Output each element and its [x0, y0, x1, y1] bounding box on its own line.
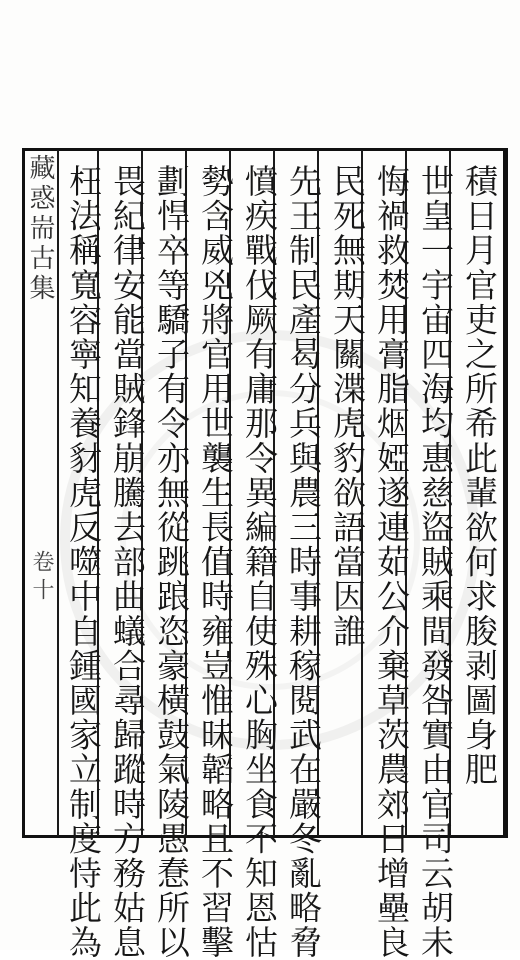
text-column-10: 枉法稱寬容寧知養豺虎反噬中自鍾國家立制度恃此為 [64, 164, 103, 960]
text-column-8: 劃悍卒等驕子有令亦無從跳踉恣豪橫鼓氣陵愚惷所以 [152, 164, 191, 960]
text-column-9: 畏紀律安能當賊鋒崩騰去部曲蟻合尋歸蹤時方務姑息 [108, 164, 147, 960]
text-column-5: 先王制民產曷分兵與農三時事耕稼閱武在嚴冬亂略脅 [284, 164, 323, 960]
text-column-1: 積日月官吏之所希此輩欲何求朘剥圖身肥 [460, 164, 499, 787]
text-column-3: 悔禍救焚用膏脂烟婭遂連茹公介棄草茨農郊日增壘良 [372, 164, 411, 960]
page-margin-column [23, 150, 59, 836]
text-column-4: 民死無期天關渫虎豹欲語當因誰 [328, 164, 367, 649]
book-margin-title: 藏惑耑古集 [25, 154, 55, 304]
text-column-6: 憤疾戰伐厥有庸那令異編籍自使殊心胸坐食不知恩怙 [240, 164, 279, 960]
text-column-2: 世皇一宇宙四海均惠慈盜賊乘間發咎實由官司云胡未 [416, 164, 455, 960]
book-margin-volume: 卷十 [29, 550, 54, 606]
text-column-7: 勢含威兇將官用世襲生長值時雍豈惟昧韜略且不習擊 [196, 164, 235, 960]
